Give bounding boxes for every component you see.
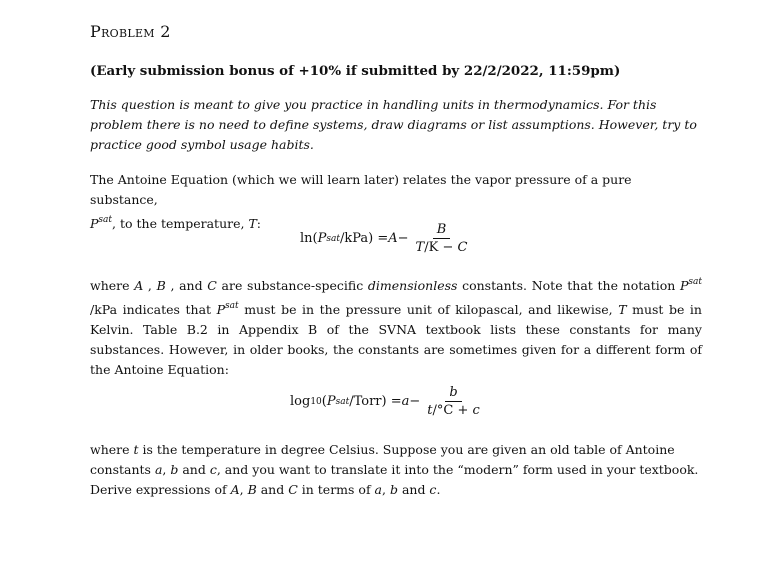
explain-text-3: constants. Note that the notation xyxy=(457,278,680,293)
eq2-unit: /Torr) = xyxy=(349,394,402,409)
eq1-sat: sat xyxy=(326,233,340,244)
explain-c: C xyxy=(207,278,217,293)
eq2-fraction xyxy=(423,385,484,418)
final-comma-2: , xyxy=(239,482,248,497)
eq2-numerator: b xyxy=(445,385,461,402)
final-cap-a: A xyxy=(230,482,240,497)
final-text-1: where xyxy=(90,442,134,457)
antoine-lead-c: : xyxy=(256,216,262,231)
explain-sat-1: sat xyxy=(688,277,703,287)
eq2-sat: sat xyxy=(335,396,350,407)
explain-text-1: where xyxy=(90,278,135,293)
final-cap-b: B xyxy=(247,482,257,497)
eq2-minus: − xyxy=(409,394,421,409)
t-symbol: T xyxy=(248,216,257,231)
eq2-den-t: t xyxy=(427,403,433,418)
explain-text-4: /kPa indicates that xyxy=(90,302,217,317)
eq1-unit: /kPa) = xyxy=(339,231,389,246)
eq2-denominator xyxy=(423,402,484,418)
eq2-p: P xyxy=(326,394,336,409)
final-text-4: , and you want to translate it into the “modern” form used in your textbook. Derive expressions of xyxy=(90,462,699,497)
eq1-denominator xyxy=(412,239,472,255)
final-text-7: and xyxy=(397,482,430,497)
final-text-5: and xyxy=(256,482,289,497)
eq1-a: A xyxy=(388,231,398,246)
explain-text-5: must be in the pressure unit of kilopascal, and likewise, xyxy=(238,302,619,317)
final-comma-3: , xyxy=(382,482,390,497)
final-period: . xyxy=(436,482,441,497)
psat-symbol: P xyxy=(90,216,99,231)
final-a-2: a xyxy=(374,482,382,497)
explain-and: , and xyxy=(165,278,208,293)
eq1-numerator: B xyxy=(433,222,451,239)
explain-text-6: must be in Kelvin. Table B.2 in Appendix B of the SVNA textbook lists these constants for many substances. However, in older books, the constants are sometimes given for a different form of the Antoine Equation: xyxy=(90,302,702,377)
final-text-2: is the temperature in degree Celsius. Suppose you are given an old table of Antoine constants xyxy=(90,442,675,477)
eq1-minus: − xyxy=(397,231,409,246)
final-c-2: c xyxy=(429,482,437,497)
final-b: b xyxy=(170,462,179,477)
eq1-den-rest: /K − xyxy=(424,240,458,255)
eq2-den-rest: /°C + xyxy=(432,403,473,418)
explain-psat-2: P xyxy=(216,302,226,317)
final-t: t xyxy=(133,442,139,457)
eq2-base: 10 xyxy=(310,396,322,407)
eq1-fraction xyxy=(412,222,472,255)
eq1-den-t: T xyxy=(415,240,425,255)
final-text-6: in terms of xyxy=(297,482,375,497)
final-cap-c: C xyxy=(288,482,298,497)
antoine-equation-old xyxy=(290,385,484,418)
final-text-3: and xyxy=(178,462,210,477)
explain-psat-1: P xyxy=(679,278,689,293)
explain-comma-1: , xyxy=(143,278,157,293)
intro-paragraph: This question is meant to give you practice in handling units in thermodynamics. For this problem there is no need to define systems, draw diagrams or list assumptions. However, try to practice good symbol usage habits. xyxy=(90,97,697,152)
eq2-den-c: c xyxy=(472,403,480,418)
explain-text-2: are substance-specific xyxy=(216,278,368,293)
antoine-lead-b: , to the temperature, xyxy=(112,216,249,231)
psat-superscript: sat xyxy=(98,215,113,225)
problem-title: Problem 2 xyxy=(90,22,171,41)
final-c: c xyxy=(209,462,217,477)
explain-b: B xyxy=(156,278,166,293)
final-a: a xyxy=(154,462,163,477)
explain-a: A xyxy=(134,278,144,293)
explain-dimensionless: dimensionless xyxy=(367,278,458,293)
eq1-den-c: C xyxy=(457,240,468,255)
explain-sat-2: sat xyxy=(225,301,239,311)
eq2-log: log xyxy=(290,394,311,409)
explain-t: T xyxy=(618,302,627,317)
final-comma-1: , xyxy=(162,462,171,477)
antoine-equation-modern xyxy=(300,222,471,255)
antoine-lead-a: The Antoine Equation (which we will learn later) relates the vapor pressure of a pure substance, xyxy=(90,172,632,207)
bonus-note: (Early submission bonus of +10% if submitted by 22/2/2022, 11:59pm) xyxy=(90,63,621,79)
explanation-paragraph xyxy=(90,272,702,380)
final-b-2: b xyxy=(389,482,398,497)
eq2-a: a xyxy=(401,394,410,409)
task-paragraph xyxy=(90,440,702,500)
eq1-ln: ln( xyxy=(300,231,318,246)
eq1-p: P xyxy=(317,231,327,246)
eq2-open: ( xyxy=(321,394,327,409)
